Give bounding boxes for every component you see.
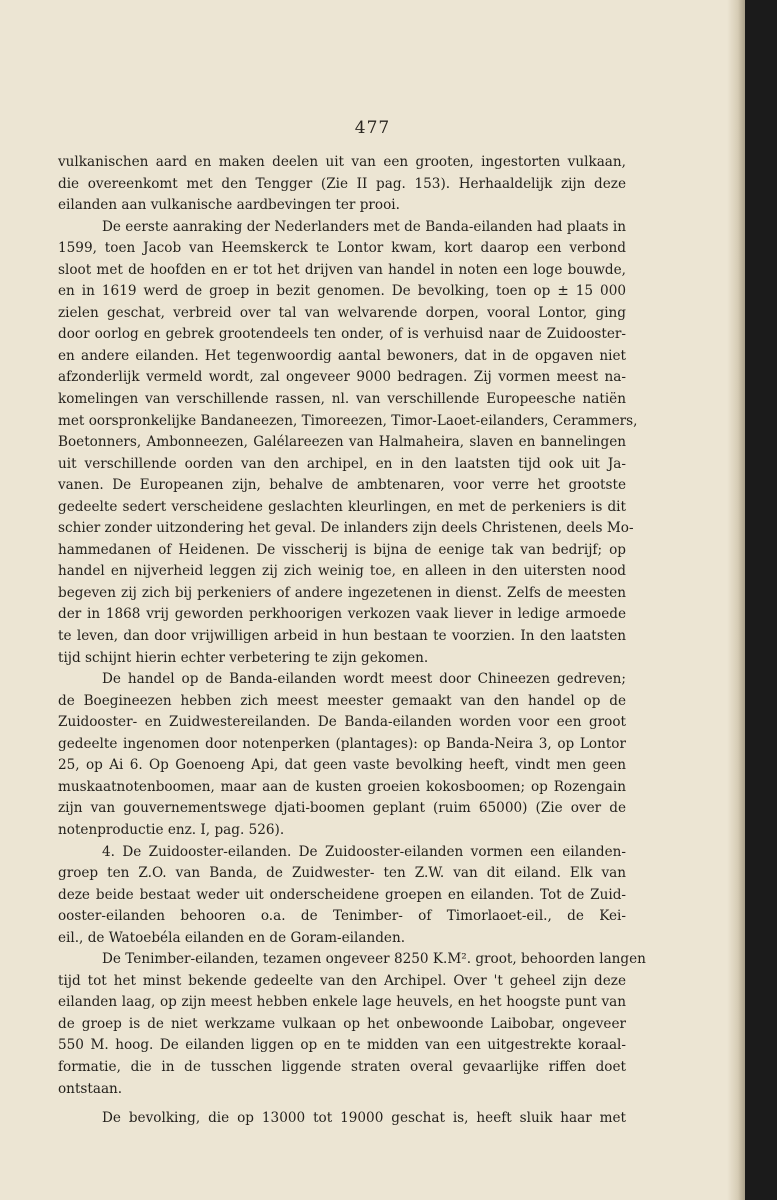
text-line: 1599, toen Jacob van Heemskerck te Lontor kwam, kort daarop een verbond — [58, 240, 626, 257]
text-line: schier zonder uitzondering het geval. De inlanders zijn deels Christenen, deels Mo- — [58, 520, 634, 537]
page-edge-shadow — [727, 0, 745, 1200]
text-line: De bevolking, die op 13000 tot 19000 geschat is, heeft sluik haar met — [102, 1110, 626, 1127]
text-line: en in 1619 werd de groep in bezit genomen. De bevolking, toen op ± 15 000 — [58, 283, 626, 300]
text-line: handel en nijverheid leggen zij zich weinig toe, en alleen in den uitersten nood — [58, 563, 626, 580]
text-line: der in 1868 vrij geworden perkhoorigen verkozen vaak liever in ledige armoede — [58, 606, 626, 623]
text-line: ooster-eilanden behooren o.a. de Tenimber- of Timorlaoet-eil., de Kei- — [58, 908, 626, 925]
text-line: Zuidooster- en Zuidwestereilanden. De Banda-eilanden worden voor een groot — [58, 714, 626, 731]
text-line: formatie, die in de tusschen liggende straten overal gevaarlijke riffen doet — [58, 1058, 626, 1075]
text-line: te leven, dan door vrijwilligen arbeid in hun bestaan te voorzien. In den laatsten — [58, 628, 626, 645]
text-line: tijd schijnt hierin echter verbetering te zijn gekomen. — [58, 649, 429, 666]
text-line: gedeelte sedert verscheidene geslachten kleurlingen, en met de perkeniers is dit — [58, 498, 626, 515]
text-line: tijd tot het minst bekende gedeelte van den Archipel. Over 't geheel zijn deze — [58, 972, 626, 989]
text-line: muskaatnotenboomen, maar aan de kusten groeien kokosboomen; op Rozengain — [58, 778, 626, 795]
text-line: sloot met de hoofden en er tot het drijven van handel in noten een loge bouwde, — [58, 261, 626, 278]
text-line: ontstaan. — [58, 1080, 123, 1097]
text-line: eil., de Watoebéla eilanden en de Goram-eilanden. — [58, 929, 406, 946]
text-line: De eerste aanraking der Nederlanders met de Banda-eilanden had plaats in — [102, 218, 626, 235]
text-line: De handel op de Banda-eilanden wordt meest door Chineezen gedreven; — [102, 671, 626, 688]
text-line: zijn van gouvernementswege djati-boomen geplant (ruim 65000) (Zie over de — [58, 800, 626, 817]
text-line: deze beide bestaat weder uit onderscheidene groepen en eilanden. Tot de Zuid- — [58, 886, 626, 903]
body-text — [58, 152, 646, 1130]
text-line: uit verschillende oorden van den archipel, en in den laatsten tijd ook uit Ja- — [58, 455, 626, 472]
text-line: door oorlog en gebrek grootendeels ten onder, of is verhuisd naar de Zuidooster- — [58, 326, 626, 343]
text-line: de Boegineezen hebben zich meest meester gemaakt van den handel op de — [58, 692, 626, 709]
text-line: zielen geschat, verbreid over tal van welvarende dorpen, vooral Lontor, ging — [58, 304, 626, 321]
text-line: eilanden aan vulkanische aardbevingen ter prooi. — [58, 197, 400, 214]
text-line: de groep is de niet werkzame vulkaan op het onbewoonde Laibobar, ongeveer — [58, 1015, 626, 1032]
text-line: komelingen van verschillende rassen, nl. van verschillende Europeesche natiën — [58, 391, 626, 408]
text-line: hammedanen of Heidenen. De visscherij is bijna de eenige tak van bedrijf; op — [58, 541, 626, 558]
text-line: vulkanischen aard en maken deelen uit van een grooten, ingestorten vulkaan, — [58, 154, 626, 170]
text-line: 25, op Ai 6. Op Goenoeng Api, dat geen vaste bevolking heeft, vindt men geen — [58, 757, 626, 774]
page-number: 477 — [354, 118, 391, 138]
text-line: notenproductie enz. I, pag. 526). — [58, 821, 285, 838]
text-line: afzonderlijk vermeld wordt, zal ongeveer 9000 bedragen. Zij vormen meest na- — [58, 369, 626, 386]
paragraph-gap — [58, 1100, 626, 1108]
text-line: die overeenkomt met den Tengger (Zie II pag. 153). Herhaaldelijk zijn deze — [58, 175, 626, 192]
text-line: 550 M. hoog. De eilanden liggen op en te midden van een uitgestrekte koraal- — [58, 1037, 626, 1054]
text-line: vanen. De Europeanen zijn, behalve de ambtenaren, voor verre het grootste — [58, 477, 626, 494]
text-line: De Tenimber-eilanden, tezamen ongeveer 8250 K.M². groot, behoorden langen — [102, 951, 646, 968]
text-line: groep ten Z.O. van Banda, de Zuidwester- ten Z.W. van dit eiland. Elk van — [58, 865, 626, 882]
section-heading-line: 4. De Zuidooster-eilanden. De Zuidooster-eilanden vormen een eilanden- — [102, 843, 626, 860]
text-line: met oorspronkelijke Bandaneezen, Timoreezen, Timor-Laoet-eilanders, Cerammers, — [58, 412, 638, 429]
text-line: gedeelte ingenomen door notenperken (plantages): op Banda-Neira 3, op Lontor — [58, 735, 626, 752]
text-line: begeven zij zich bij perkeniers of andere ingezetenen in dienst. Zelfs de meesten — [58, 584, 626, 601]
text-line: eilanden laag, op zijn meest hebben enkele lage heuvels, en het hoogste punt van — [58, 994, 626, 1011]
text-line: en andere eilanden. Het tegenwoordig aantal bewoners, dat in de opgaven niet — [58, 347, 626, 364]
text-line: Boetonners, Ambonneezen, Galélareezen van Halmaheira, slaven en bannelingen — [58, 434, 626, 451]
